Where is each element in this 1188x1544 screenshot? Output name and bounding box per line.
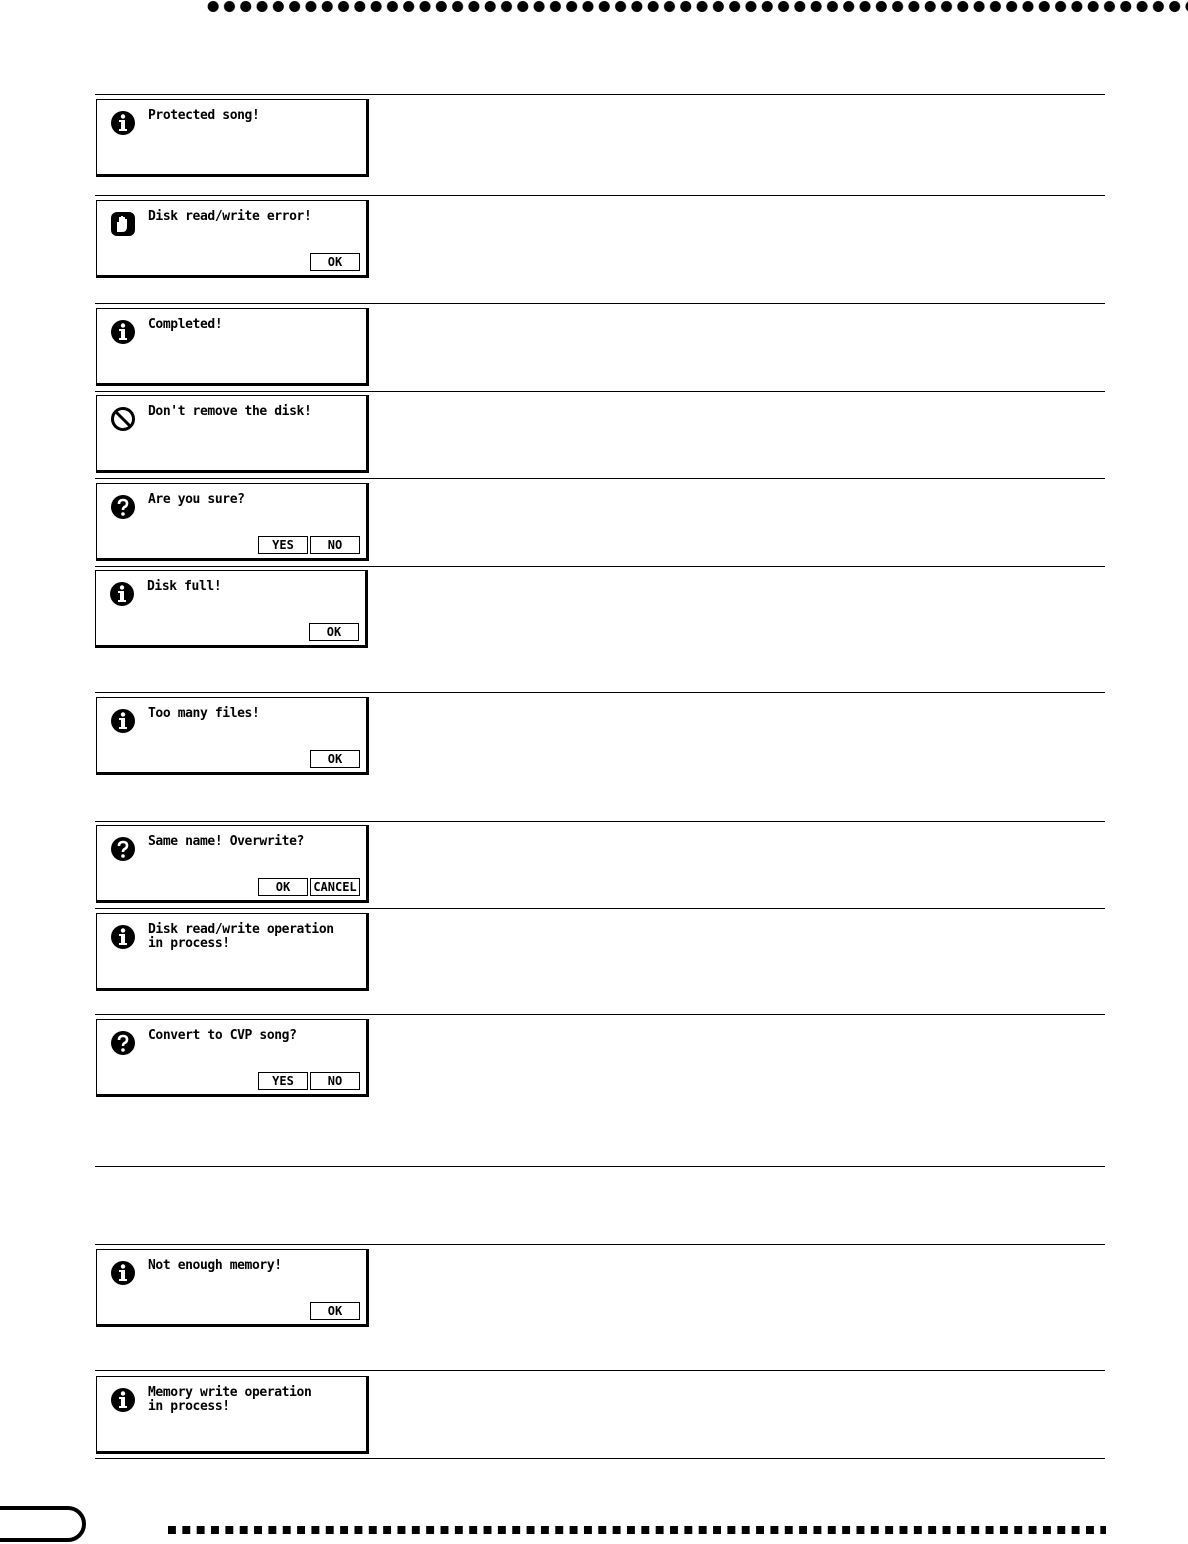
no-button[interactable]: NO bbox=[310, 1072, 360, 1090]
dialog-buttons bbox=[310, 253, 360, 271]
divider bbox=[95, 391, 1105, 392]
divider bbox=[95, 1014, 1105, 1015]
divider bbox=[95, 1370, 1105, 1371]
dialog-dont-remove-disk bbox=[96, 395, 369, 473]
no-entry-icon bbox=[110, 406, 136, 432]
dialog-buttons bbox=[310, 1302, 360, 1320]
dialog-buttons bbox=[310, 750, 360, 768]
dialog-message: Too many files! bbox=[148, 706, 260, 721]
dialog-buttons bbox=[258, 1072, 360, 1090]
divider bbox=[95, 566, 1105, 567]
dialog-disk-operation-in-process bbox=[96, 913, 369, 991]
ok-button[interactable]: OK bbox=[310, 1302, 360, 1320]
divider bbox=[95, 478, 1105, 479]
ok-button[interactable]: OK bbox=[310, 750, 360, 768]
dialog-buttons bbox=[309, 623, 359, 641]
dialog-message: Are you sure? bbox=[148, 492, 245, 507]
dialog-message: Disk read/write error! bbox=[148, 209, 312, 224]
info-icon bbox=[110, 924, 136, 950]
info-icon bbox=[110, 110, 136, 136]
info-icon bbox=[110, 708, 136, 734]
ok-button[interactable]: OK bbox=[258, 878, 308, 896]
divider bbox=[95, 303, 1105, 304]
no-button[interactable]: NO bbox=[310, 536, 360, 554]
dialog-message: Same name! Overwrite? bbox=[148, 834, 304, 849]
yes-button[interactable]: YES bbox=[258, 536, 308, 554]
divider bbox=[95, 1458, 1105, 1459]
dialog-completed bbox=[96, 308, 369, 386]
divider bbox=[95, 1244, 1105, 1245]
ok-button[interactable]: OK bbox=[309, 623, 359, 641]
dialog-are-you-sure bbox=[96, 483, 369, 561]
cancel-button[interactable]: CANCEL bbox=[310, 878, 360, 896]
dialog-message: Completed! bbox=[148, 317, 223, 332]
ok-button[interactable]: OK bbox=[310, 253, 360, 271]
dialog-message: Convert to CVP song? bbox=[148, 1028, 297, 1043]
question-icon bbox=[110, 494, 136, 520]
dialog-message: Not enough memory! bbox=[148, 1258, 282, 1273]
page-tab-marker bbox=[0, 1506, 86, 1542]
footer-dash-border bbox=[168, 1526, 1106, 1534]
header-dot-border bbox=[205, 0, 1188, 13]
dialog-convert-to-cvp-song bbox=[96, 1019, 369, 1097]
divider bbox=[95, 821, 1105, 822]
divider bbox=[95, 692, 1105, 693]
dialog-message: Don't remove the disk! bbox=[148, 404, 312, 419]
divider bbox=[95, 1166, 1105, 1167]
dialog-not-enough-memory bbox=[96, 1249, 369, 1327]
info-icon bbox=[109, 581, 135, 607]
divider bbox=[95, 94, 1105, 95]
dialog-protected-song bbox=[96, 99, 369, 177]
yes-button[interactable]: YES bbox=[258, 1072, 308, 1090]
question-icon bbox=[110, 836, 136, 862]
dialog-too-many-files bbox=[96, 697, 369, 775]
dialog-buttons bbox=[258, 536, 360, 554]
divider bbox=[95, 195, 1105, 196]
info-icon bbox=[110, 1260, 136, 1286]
question-icon bbox=[110, 1030, 136, 1056]
info-icon bbox=[110, 319, 136, 345]
dialog-message: Protected song! bbox=[148, 108, 260, 123]
divider bbox=[95, 908, 1105, 909]
dialog-disk-read-write-error bbox=[96, 200, 369, 278]
dialog-message: Memory write operation in process! bbox=[148, 1385, 312, 1414]
dialog-message: Disk read/write operation in process! bbox=[148, 922, 334, 951]
dialog-message: Disk full! bbox=[147, 579, 222, 594]
hand-stop-icon bbox=[110, 211, 136, 237]
dialog-buttons bbox=[258, 878, 360, 896]
dialog-memory-write-in-process bbox=[96, 1376, 369, 1454]
dialog-disk-full bbox=[95, 570, 368, 648]
dialog-same-name-overwrite bbox=[96, 825, 369, 903]
info-icon bbox=[110, 1387, 136, 1413]
